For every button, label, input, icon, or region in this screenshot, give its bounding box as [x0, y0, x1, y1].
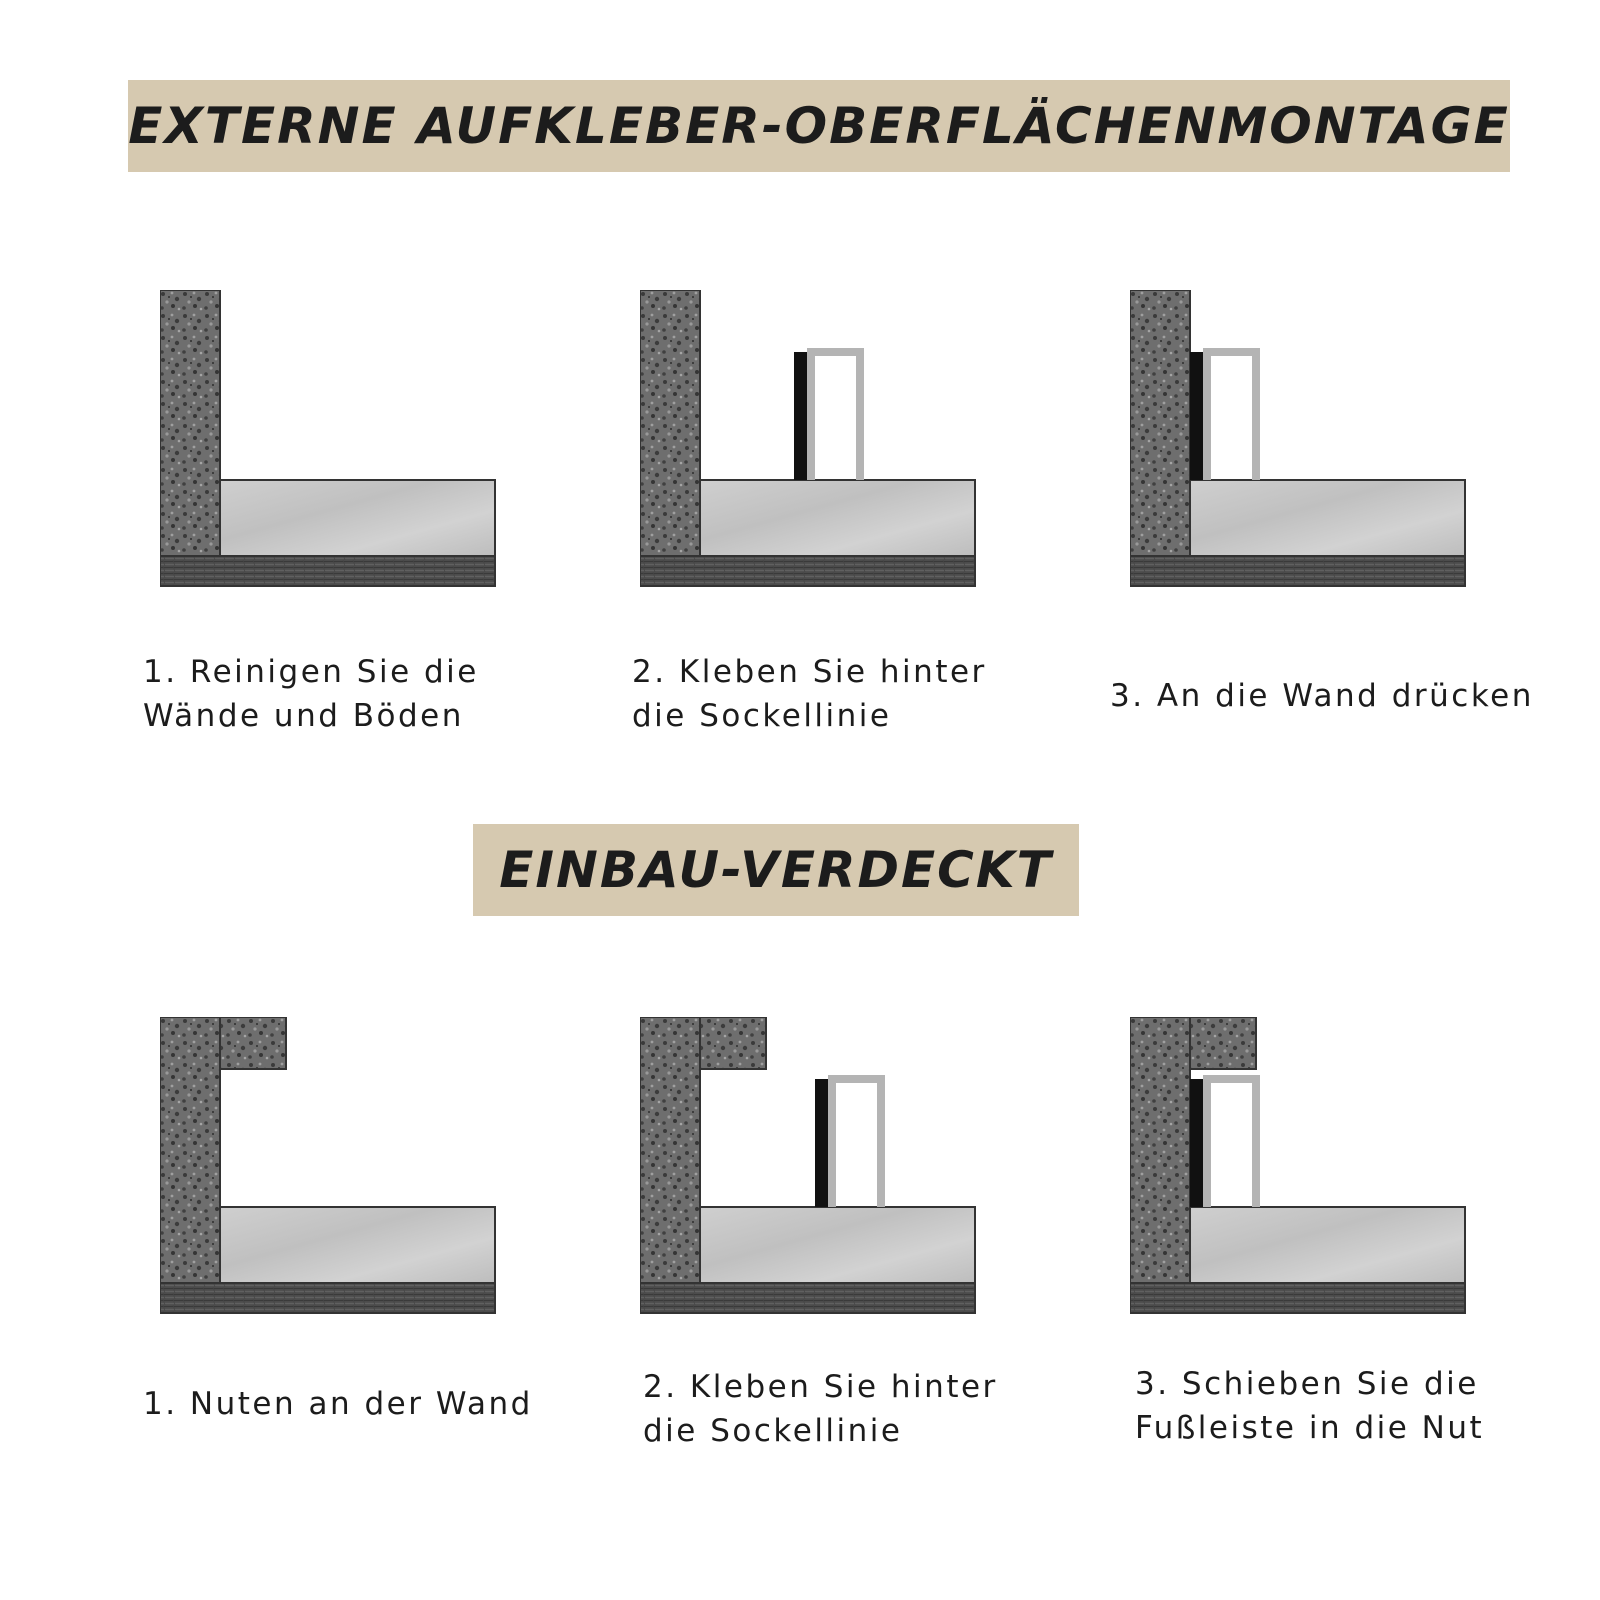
- caption-line-2: Fußleiste in die Nut: [1135, 1410, 1485, 1446]
- floor-board: [1190, 480, 1465, 556]
- floor-board: [220, 480, 495, 556]
- skirting-profile: [832, 1079, 881, 1207]
- wall-overhang: [700, 1017, 766, 1069]
- floor-board: [1190, 1207, 1465, 1283]
- diagram-surface-step-3: [1130, 290, 1470, 590]
- caption-line-1: 3. An die Wand drücken: [1110, 678, 1534, 714]
- wall-block: [160, 1017, 220, 1312]
- subfloor: [1130, 1283, 1465, 1313]
- floor-board: [700, 1207, 975, 1283]
- section-title-banner-surface: [128, 80, 1510, 172]
- step-caption: [143, 650, 479, 738]
- diagram-concealed-step-3: [1130, 1017, 1470, 1317]
- subfloor: [160, 556, 495, 586]
- wall-overhang: [1190, 1017, 1256, 1069]
- skirting-profile: [811, 352, 860, 480]
- wall-block: [640, 290, 700, 585]
- skirting-profile: [1207, 352, 1256, 480]
- skirting-profile: [1207, 1079, 1256, 1207]
- step-caption: [643, 1365, 998, 1453]
- wall-block: [1130, 1017, 1190, 1312]
- adhesive-strip: [1190, 352, 1204, 480]
- subfloor: [1130, 556, 1465, 586]
- caption-line-2: Wände und Böden: [143, 698, 464, 734]
- subfloor: [640, 1283, 975, 1313]
- section-title: EXTERNE AUFKLEBER-OBERFLÄCHENMONTAGE: [128, 97, 1510, 155]
- diagram-surface-step-2: [640, 290, 980, 590]
- wall-block: [160, 290, 220, 585]
- adhesive-strip: [794, 352, 808, 480]
- caption-line-1: 1. Nuten an der Wand: [143, 1386, 533, 1422]
- subfloor: [160, 1283, 495, 1313]
- caption-line-2: die Sockellinie: [643, 1413, 903, 1449]
- adhesive-strip: [1190, 1079, 1204, 1207]
- step-caption: [632, 650, 987, 738]
- caption-line-1: 1. Reinigen Sie die: [143, 654, 479, 690]
- caption-line-1: 3. Schieben Sie die: [1135, 1366, 1479, 1402]
- caption-line-1: 2. Kleben Sie hinter: [632, 654, 987, 690]
- floor-board: [700, 480, 975, 556]
- subfloor: [640, 556, 975, 586]
- diagram-surface-step-1: [160, 290, 500, 590]
- step-caption: [1110, 674, 1534, 718]
- diagram-concealed-step-2: [640, 1017, 980, 1317]
- caption-line-1: 2. Kleben Sie hinter: [643, 1369, 998, 1405]
- caption-line-2: die Sockellinie: [632, 698, 892, 734]
- floor-board: [220, 1207, 495, 1283]
- diagram-concealed-step-1: [160, 1017, 500, 1317]
- adhesive-strip: [815, 1079, 829, 1207]
- wall-overhang: [220, 1017, 286, 1069]
- step-caption: [143, 1382, 533, 1426]
- section-title-banner-concealed: [473, 824, 1079, 916]
- wall-block: [1130, 290, 1190, 585]
- section-title: EINBAU-VERDECKT: [499, 841, 1053, 899]
- step-caption: [1135, 1362, 1484, 1450]
- wall-block: [640, 1017, 700, 1312]
